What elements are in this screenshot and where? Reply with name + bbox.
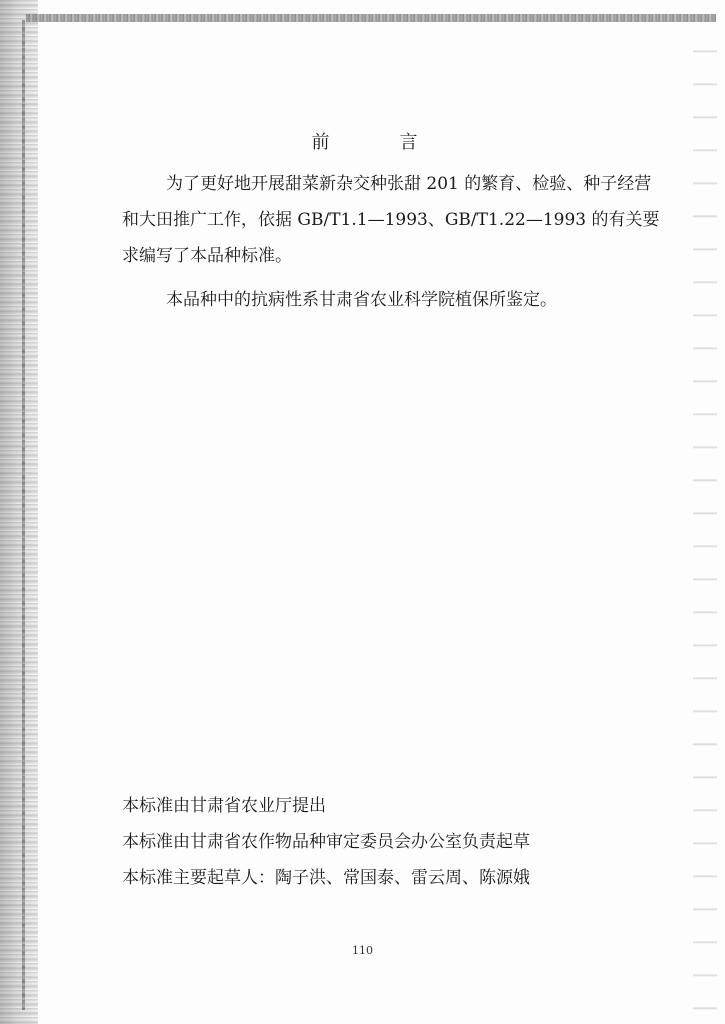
page-number: 110 [352,944,373,957]
drafting-info [122,788,530,896]
proposer-line: 本标准由甘肃省农业厅提出 [122,796,326,816]
drafters-line: 本标准主要起草人：陶子洪、常国泰、雷云周、陈源娥 [122,868,530,888]
scan-binding-line [22,20,25,1010]
scan-top-edge [26,14,716,22]
foreword-paragraph-2: 本品种中的抗病性系甘肃省农业科学院植保所鉴定。 [166,290,557,310]
scan-right-noise [693,20,717,1010]
foreword-title: 前 言 [311,132,444,153]
foreword-paragraph-1: 为了更好地开展甜菜新杂交种张甜 201 的繁育、检验、种子经营和大田推广工作，依据 GB/T1.1—1993、GB/T1.22—1993 的有关要求编写了本品种标准。 [122,174,660,266]
drafting-unit-line: 本标准由甘肃省农作物品种审定委员会办公室负责起草 [122,832,530,852]
